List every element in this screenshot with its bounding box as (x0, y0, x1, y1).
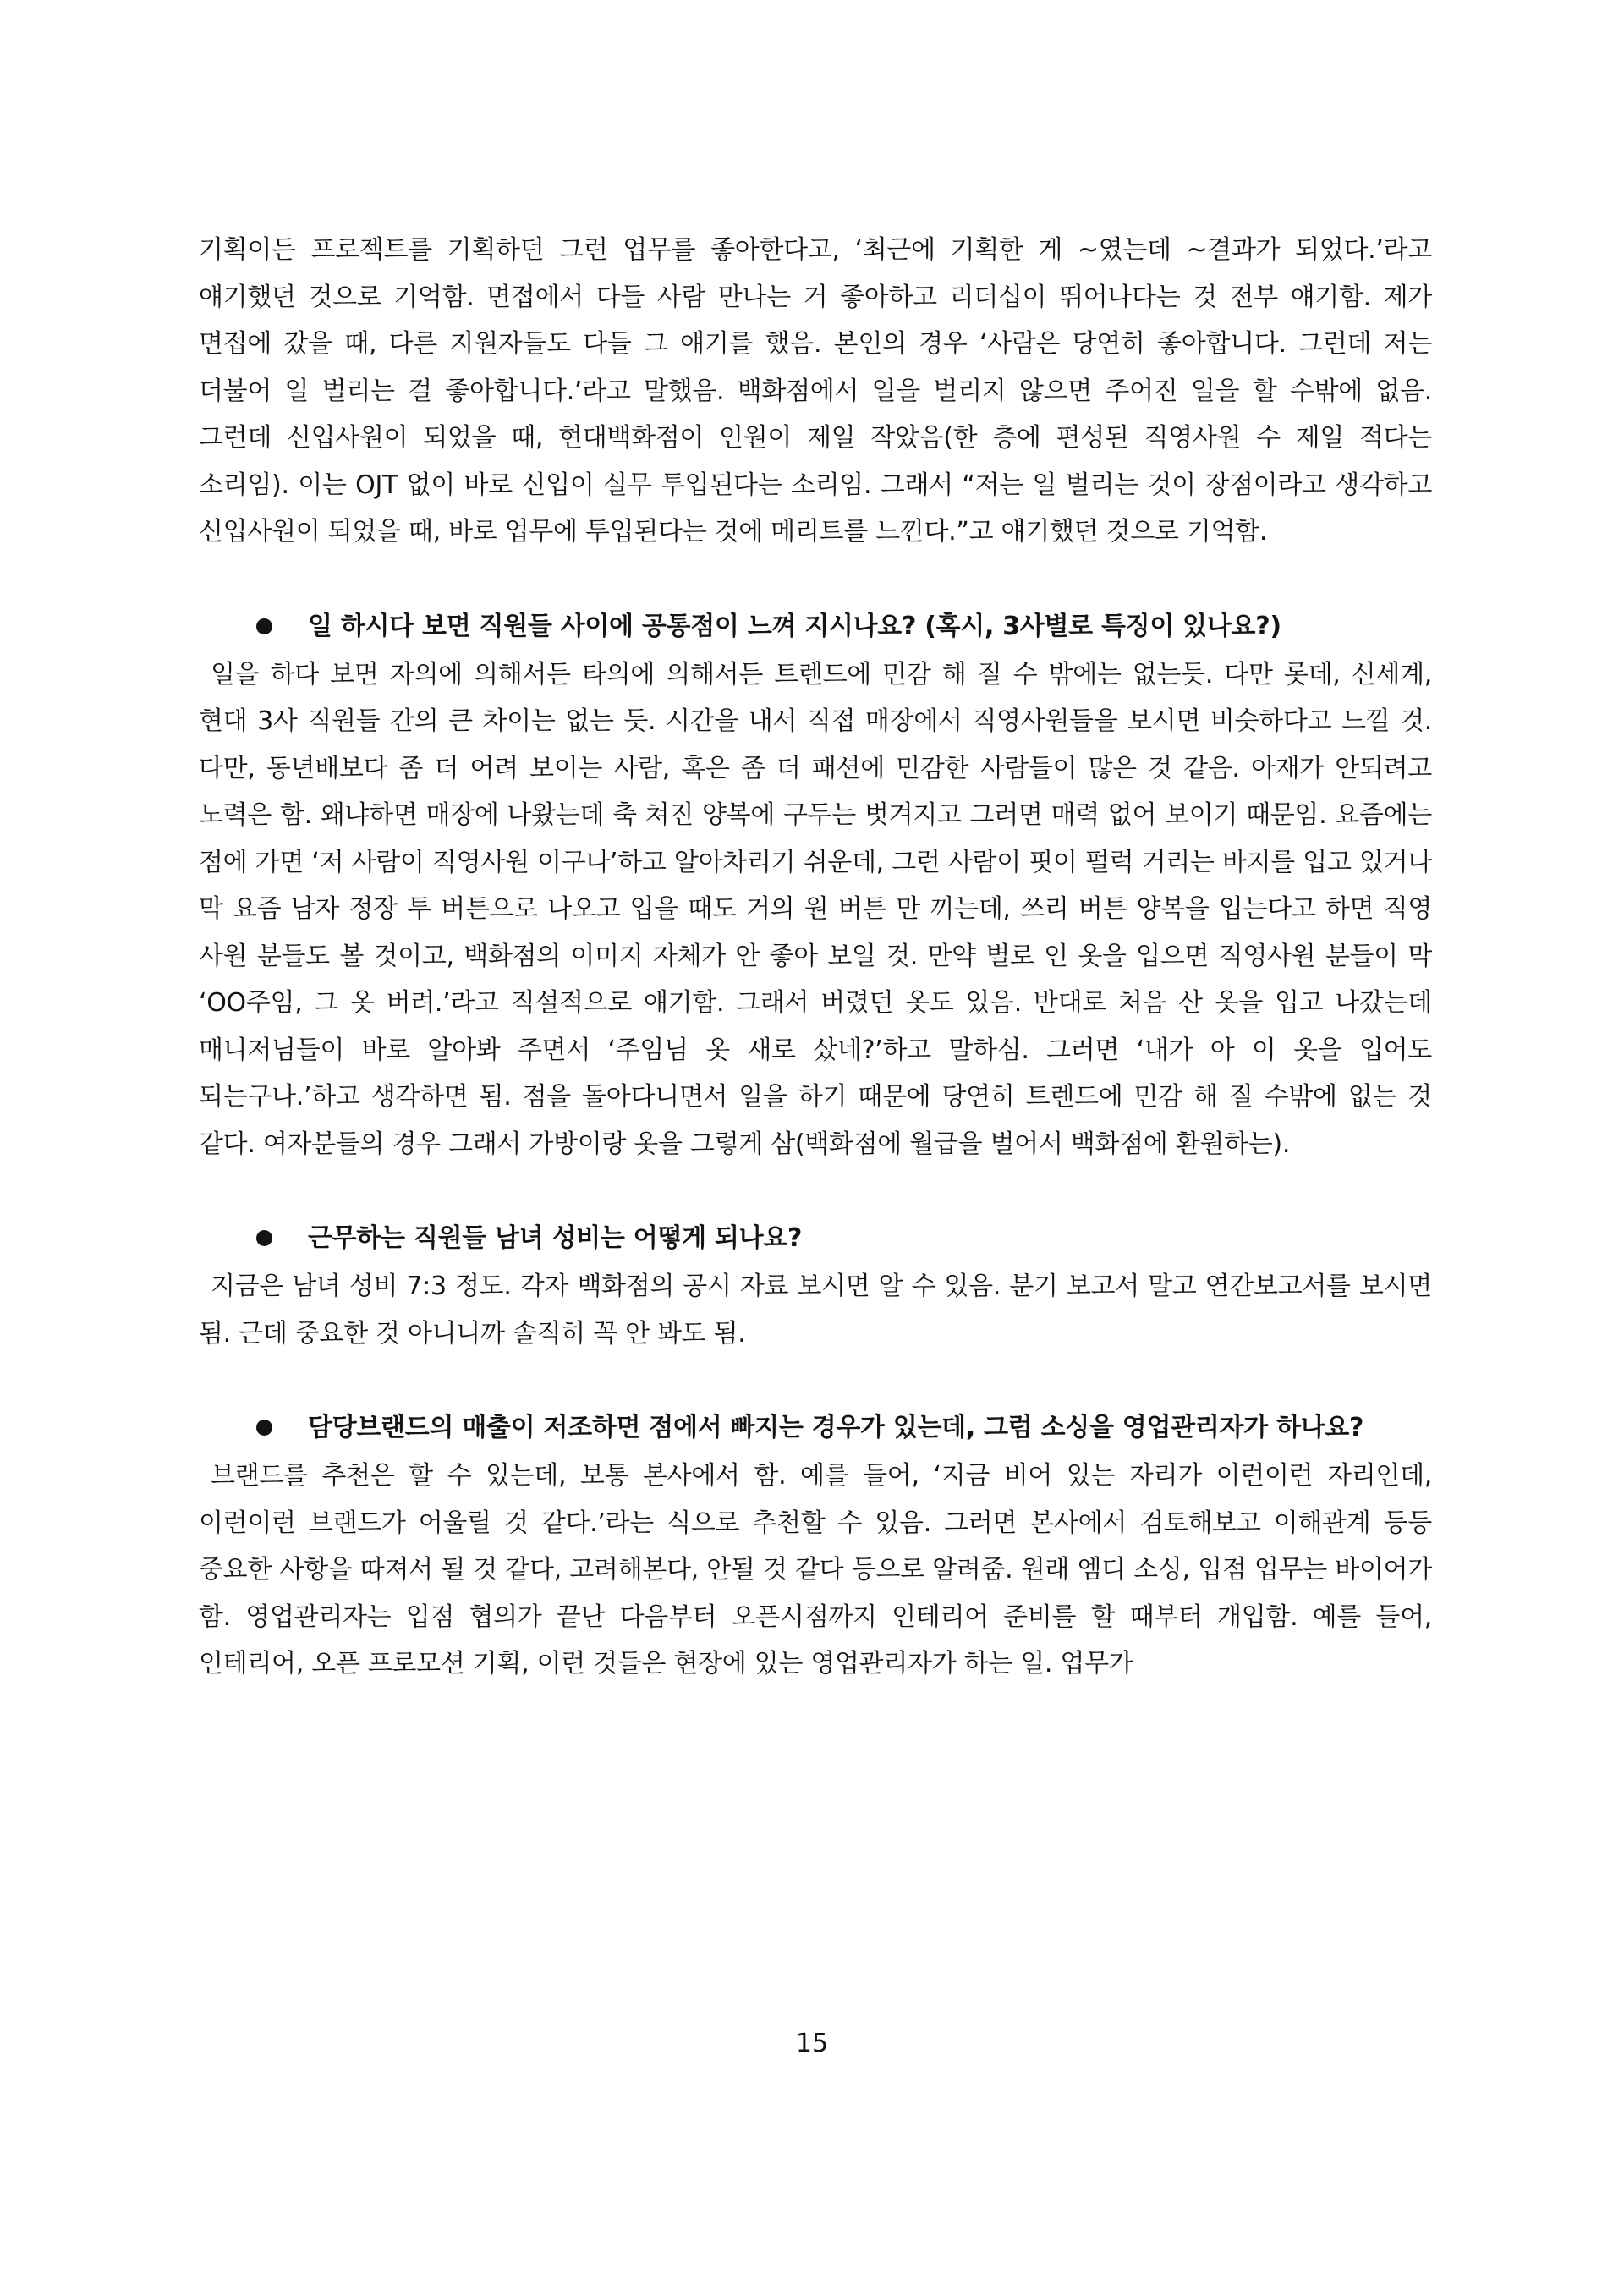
answer-paragraph: 지금은 남녀 성비 7:3 정도. 각자 백화점의 공시 자료 보시면 알 수 있음. 분기 보고서 말고 연간보고서를 보시면 됨. 근데 중요한 것 아니니까 솔직히 꼭 안 봐도 됨. (199, 1272, 1432, 1348)
question-heading (199, 1404, 1432, 1451)
bullet-icon (256, 1230, 272, 1246)
bullet-icon (256, 1420, 272, 1436)
question-text: 근무하는 직원들 남녀 성비는 어떻게 되나요? (308, 1223, 803, 1253)
qa-section-brand-sourcing (199, 1404, 1432, 1688)
page-number: 15 (795, 2029, 829, 2058)
document-page (199, 227, 1432, 1688)
question-text: 일 하시다 보면 직원들 사이에 공통점이 느껴 지시나요? (혹시, 3사별로 특징이 있나요?) (308, 611, 1281, 641)
question-heading (199, 1215, 1432, 1261)
intro-paragraph: 기획이든 프로젝트를 기획하던 그런 업무를 좋아한다고, ‘최근에 기획한 게 ~였는데 ~결과가 되었다.’라고 얘기했던 것으로 기억함. 면접에서 다들 사람 만나는 거 좋아하고 리더십이 뛰어나다는 것 전부 얘기함. 제가 면접에 갔을 때, 다른 지원자들도 다들 그 얘기를 했음. 본인의 경우 ‘사람은 당연히 좋아합니다. 그런데 저는 더불어 일 벌리는 걸 좋아합니다.’라고 말했음. 백화점에서 일을 벌리지 않으면 주어진 일을 할 수밖에 없음. 그런데 신입사원이 되었을 때, 현대백화점이 인원이 제일 작았음(한 층에 편성된 직영사원 수 제일 적다는 소리임). 이는 OJT 없이 바로 신입이 실무 투입된다는 소리임. 그래서 “저는 일 벌리는 것이 장점이라고 생각하고 신입사원이 되었을 때, 바로 업무에 투입된다는 것에 메리트를 느낀다.”고 얘기했던 것으로 기억함. (199, 235, 1432, 547)
qa-section-gender-ratio (199, 1215, 1432, 1357)
answer-paragraph: 브랜드를 추천은 할 수 있는데, 보통 본사에서 함. 예를 들어, ‘지금 비어 있는 자리가 이런이런 자리인데, 이런이런 브랜드가 어울릴 것 같다.’라는 식으로 추천할 수 있음. 그러면 본사에서 검토해보고 이해관계 등등 중요한 사항을 따져서 될 것 같다, 고려해본다, 안될 것 같다 등으로 알려줌. 원래 엠디 소싱, 입점 업무는 바이어가 함. 영업관리자는 입점 협의가 끝난 다음부터 오픈시점까지 인테리어 준비를 할 때부터 개입함. 예를 들어, 인테리어, 오픈 프로모션 기획, 이런 것들은 현장에 있는 영업관리자가 하는 일. 업무가 (199, 1461, 1433, 1678)
question-heading (199, 603, 1432, 650)
qa-section-common-traits (199, 603, 1432, 1168)
bullet-icon (256, 618, 272, 634)
question-text: 담당브랜드의 매출이 저조하면 점에서 빠지는 경우가 있는데, 그럼 소싱을 영업관리자가 하나요? (308, 1413, 1364, 1442)
answer-paragraph: 일을 하다 보면 자의에 의해서든 타의에 의해서든 트렌드에 민감 해 질 수 밖에는 없는듯. 다만 롯데, 신세계, 현대 3사 직원들 간의 큰 차이는 없는 듯. 시간을 내서 직접 매장에서 직영사원들을 보시면 비슷하다고 느낄 것. 다만, 동년배보다 좀 더 어려 보이는 사람, 혹은 좀 더 패션에 민감한 사람들이 많은 것 같음. 아재가 안되려고 노력은 함. 왜냐하면 매장에 나왔는데 축 쳐진 양복에 구두는 벗겨지고 그러면 매력 없어 보이기 때문임. 요즘에는 점에 가면 ‘저 사람이 직영사원 이구나’하고 알아차리기 쉬운데, 그런 사람이 핏이 펄럭 거리는 바지를 입고 있거나 막 요즘 남자 정장 투 버튼으로 나오고 입을 때도 거의 원 버튼 만 끼는데, 쓰리 버튼 양복을 입는다고 하면 직영 사원 분들도 볼 것이고, 백화점의 이미지 자체가 안 좋아 보일 것. 만약 별로 인 옷을 입으면 직영사원 분들이 막 ‘OO주임, 그 옷 버려.’라고 직설적으로 얘기함. 그래서 버렸던 옷도 있음. 반대로 처음 산 옷을 입고 나갔는데 매니저님들이 바로 알아봐 주면서 ‘주임님 옷 새로 샀네?’하고 말하심. 그러면 ‘내가 아 이 옷을 입어도 되는구나.’하고 생각하면 됨. 점을 돌아다니면서 일을 하기 때문에 당연히 트렌드에 민감 해 질 수밖에 없는 것 같다. 여자분들의 경우 그래서 가방이랑 옷을 그렇게 삼(백화점에 월급을 벌어서 백화점에 환원하는). (199, 659, 1432, 1159)
